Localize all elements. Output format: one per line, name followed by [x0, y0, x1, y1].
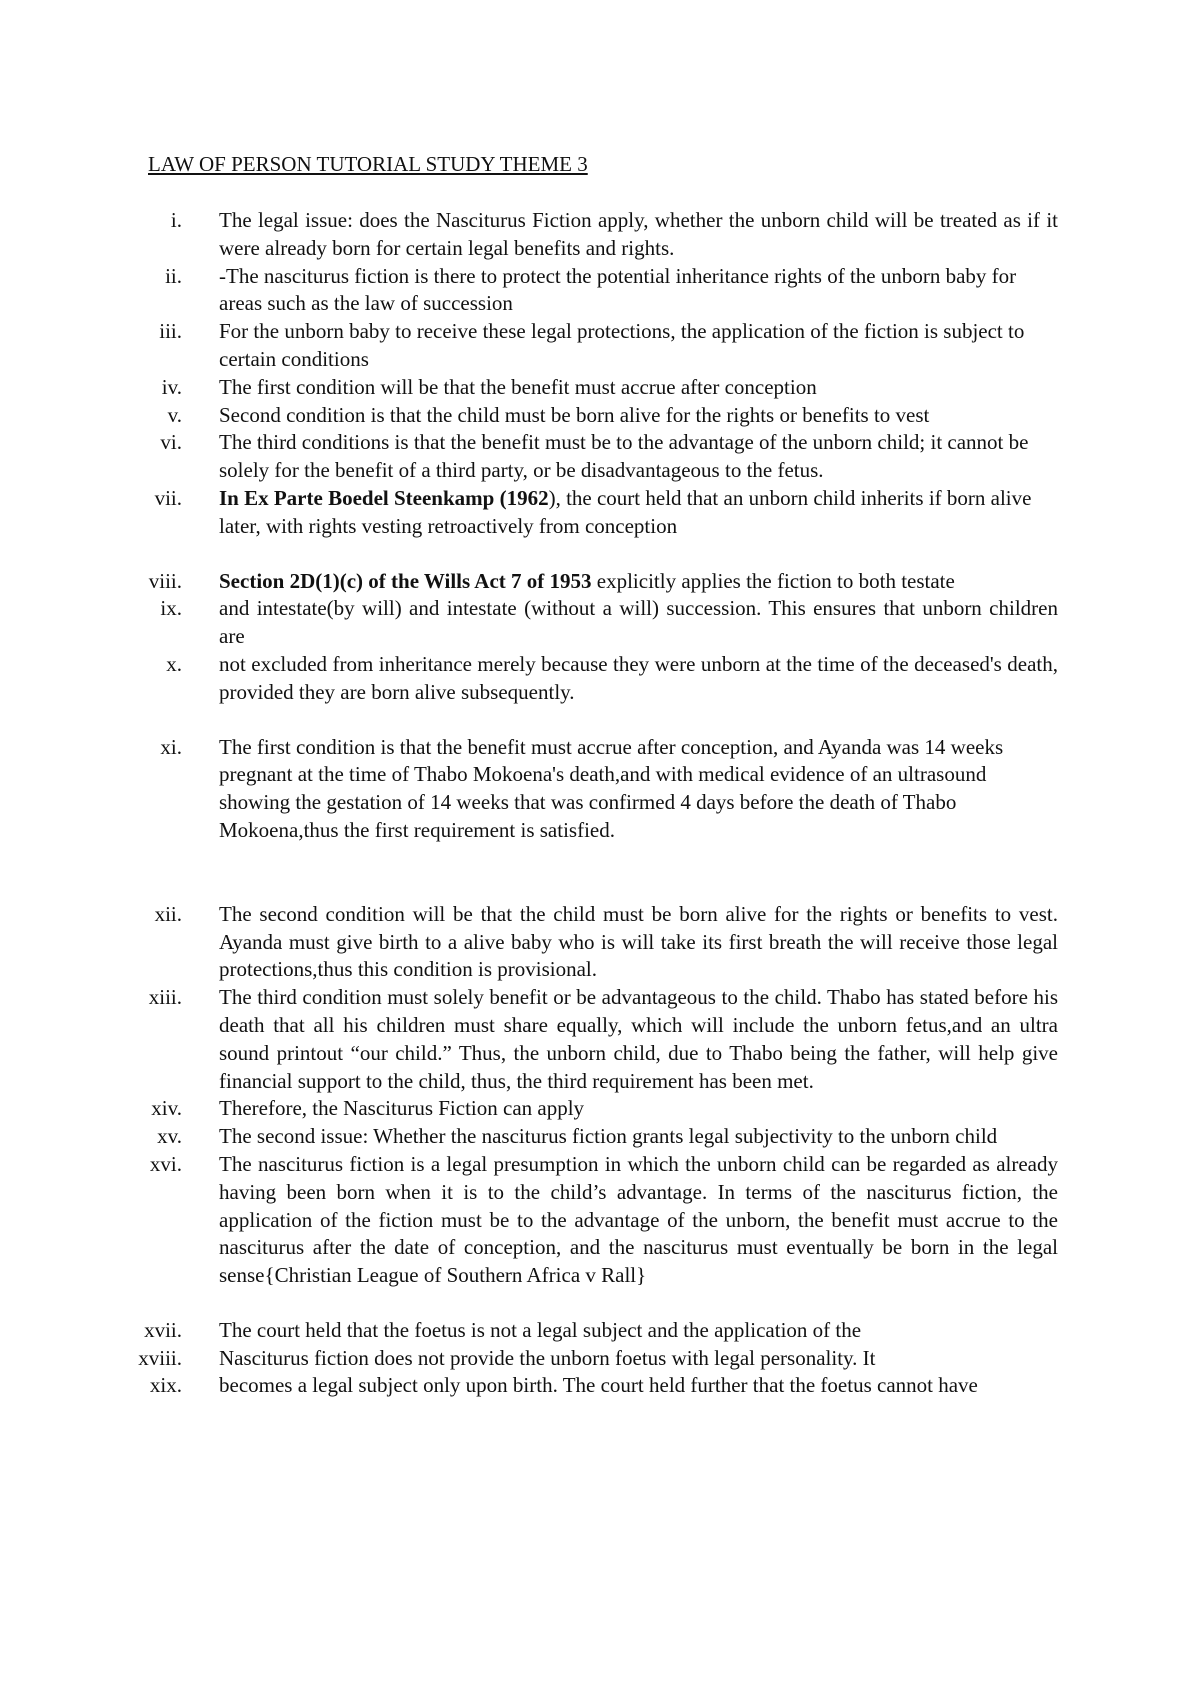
item-number: iii. [159, 319, 182, 344]
list-item [0, 374, 1200, 402]
item-number: v. [167, 402, 182, 427]
list-item [0, 263, 1200, 319]
item-number: xv. [157, 1124, 182, 1149]
list-item [0, 1317, 1200, 1345]
list-item [0, 318, 1200, 374]
item-number: xviii. [138, 1345, 182, 1370]
item-number: i. [170, 208, 182, 232]
list-item [0, 1123, 1200, 1151]
list-item [0, 1095, 1200, 1123]
item-text: ), the court held that an unborn child inherits if born alive later, with rights vesting retroactively from conception [219, 485, 1032, 538]
item-text-container [219, 485, 1058, 541]
item-number: xix. [149, 1373, 182, 1398]
item-text-container [219, 568, 1058, 596]
item-text: The nasciturus fiction is a legal presumption in which the unborn child can be regarded as already having been born when it is to the child’s advantage. In terms of the nasciturus fiction, the application of the fiction must be to the advantage of the unborn, the benefit must accrue to the nasciturus after the date of conception, and the nasciturus must eventually be born in the legal sense{Christian League of Southern Africa v Rall} [219, 1151, 1058, 1288]
list-item [0, 595, 1200, 651]
list-item [0, 1372, 1200, 1400]
item-text: not excluded from inheritance merely because they were unborn at the time of the deceased's death, provided they are born alive subsequently. [219, 651, 1058, 704]
item-text: and intestate(by will) and intestate (without a will) succession. This ensures that unborn children are [219, 596, 1058, 649]
list-item [0, 651, 1200, 707]
document-title: LAW OF PERSON TUTORIAL STUDY THEME 3 [148, 152, 588, 176]
item-number: viii. [148, 568, 182, 593]
item-text: becomes a legal subject only upon birth. The court held further that the foetus cannot have [219, 1373, 978, 1398]
item-number: xvi. [149, 1151, 182, 1176]
item-number: xiii. [148, 985, 182, 1010]
item-text: The first condition will be that the benefit must accrue after conception [219, 374, 817, 399]
list-item [0, 429, 1200, 485]
item-text: The third condition must solely benefit or be advantageous to the child. Thabo has stated before his death that all his children must share equally, which will include the unborn fetus,and an ultra sound printout “our child.” Thus, the unborn child, due to Thabo being the father, will help give financial support to the child, thus, the third requirement has been met. [219, 985, 1058, 1093]
item-text: The second issue: Whether the nasciturus fiction grants legal subjectivity to the unborn child [219, 1124, 998, 1149]
list-item [0, 901, 1200, 984]
item-number: xiv. [151, 1096, 182, 1121]
list-item [0, 402, 1200, 430]
item-number: xi. [160, 734, 182, 759]
item-number: iv. [161, 374, 182, 399]
list-item [0, 207, 1200, 263]
item-number: vii. [154, 485, 182, 510]
case-citation: In Ex Parte Boedel Steenkamp (1962 [219, 485, 549, 510]
item-text: The court held that the foetus is not a legal subject and the application of the [219, 1317, 862, 1342]
list-item [0, 485, 1200, 541]
item-text: -The nasciturus fiction is there to protect the potential inheritance rights of the unborn baby for areas such as the law of succession [219, 263, 1017, 316]
list-item [0, 984, 1200, 1095]
numbered-list [0, 207, 1200, 1400]
item-number: xvii. [144, 1317, 182, 1342]
item-number: ix. [160, 596, 182, 621]
item-number: ii. [165, 263, 182, 288]
statute-citation: Section 2D(1)(c) of the Wills Act 7 of 1953 [219, 568, 592, 593]
list-item [0, 1345, 1200, 1373]
item-number: x. [166, 651, 182, 676]
item-text: The second condition will be that the child must be born alive for the rights or benefits to vest. Ayanda must give birth to a alive baby who is will take its first breath the will receive those legal protections,thus this condition is provisional. [219, 901, 1058, 982]
item-text: For the unborn baby to receive these legal protections, the application of the fiction is subject to certain conditions [219, 319, 1025, 371]
item-number: vi. [160, 430, 182, 455]
item-text: Second condition is that the child must be born alive for the rights or benefits to vest [219, 402, 930, 427]
list-item [0, 568, 1200, 596]
item-text: The first condition is that the benefit must accrue after conception, and Ayanda was 14 weeks pregnant at the time of Thabo Mokoena's death,and with medical evidence of an ultrasound showing the gestation of 14 weeks that was confirmed 4 days before the death of Thabo Mokoena,thus the first requirement is satisfied. [219, 734, 1004, 842]
item-text: Therefore, the Nasciturus Fiction can apply [219, 1096, 585, 1121]
item-number: xii. [154, 901, 182, 926]
item-text: explicitly applies the fiction to both testate [591, 568, 955, 593]
list-item [0, 734, 1200, 845]
list-item [0, 1151, 1200, 1290]
item-text: The third conditions is that the benefit must be to the advantage of the unborn child; it cannot be solely for the benefit of a third party, or be disadvantageous to the fetus. [219, 430, 1029, 483]
item-text: The legal issue: does the Nasciturus Fiction apply, whether the unborn child will be treated as if it were already born for certain legal benefits and rights. [219, 208, 1058, 260]
item-text: Nasciturus fiction does not provide the unborn foetus with legal personality. It [219, 1345, 876, 1370]
